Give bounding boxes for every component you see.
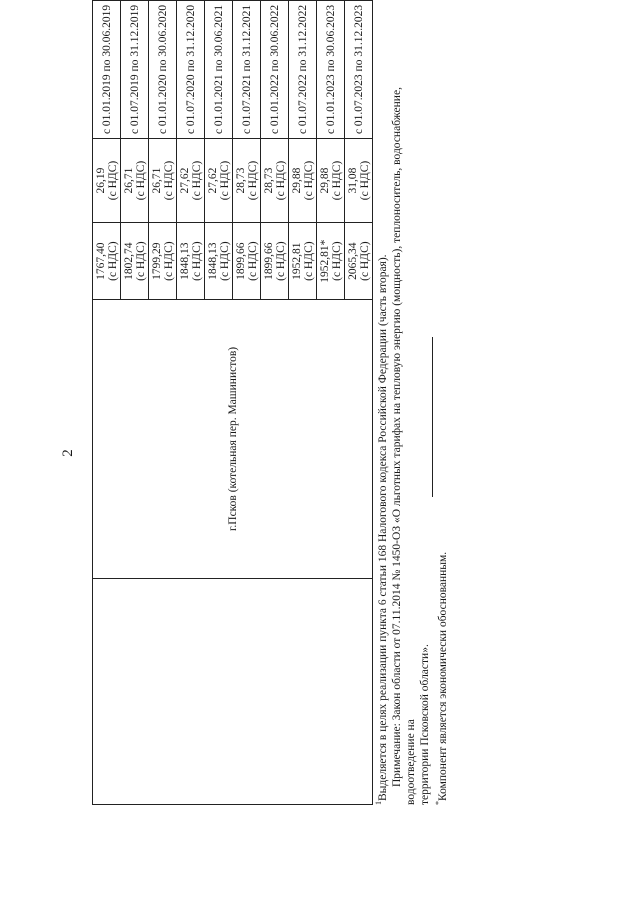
period-cell-value: с 01.01.2022 по 30.06.2022 bbox=[268, 4, 281, 135]
vat-value-cell-value: 28,73 bbox=[262, 167, 275, 194]
period-cell-value: с 01.07.2021 по 31.12.2021 bbox=[240, 4, 253, 135]
page-number: 2 bbox=[60, 449, 76, 457]
period-cell-value: с 01.07.2020 по 31.12.2020 bbox=[184, 4, 197, 135]
tariff-table bbox=[92, 0, 373, 805]
tariff-value-cell-note: (с НДС) bbox=[246, 241, 259, 281]
vat-value-cell-note: (с НДС) bbox=[358, 160, 371, 201]
vat-value-cell bbox=[93, 138, 121, 222]
period-cell bbox=[177, 1, 205, 139]
vat-value-cell bbox=[317, 138, 345, 222]
tariff-value-cell bbox=[261, 223, 289, 300]
vat-value-cell-value: 28,73 bbox=[234, 167, 247, 194]
tariff-value-cell-note: (с НДС) bbox=[302, 241, 315, 281]
period-cell-value: с 01.01.2023 по 30.06.2023 bbox=[324, 4, 337, 135]
tariff-value-cell-note: (с НДС) bbox=[274, 241, 287, 281]
vat-value-cell-note: (с НДС) bbox=[190, 160, 203, 201]
vat-value-cell bbox=[261, 138, 289, 222]
tariff-table-body bbox=[93, 1, 373, 805]
asterisk-note bbox=[432, 15, 450, 805]
vat-value-cell-note: (с НДС) bbox=[106, 160, 119, 201]
vat-value-cell-value: 27,62 bbox=[206, 167, 219, 194]
period-cell bbox=[205, 1, 233, 139]
tariff-value-cell bbox=[177, 223, 205, 300]
vat-value-cell-note: (с НДС) bbox=[330, 160, 343, 201]
blank-cell bbox=[93, 578, 373, 804]
vat-value-cell-value: 26,71 bbox=[122, 167, 135, 194]
vat-value-cell bbox=[205, 138, 233, 222]
tariff-value-cell-value: 1799,29 bbox=[150, 242, 163, 280]
tariff-value-cell bbox=[149, 223, 177, 300]
period-cell-value: с 01.07.2023 по 31.12.2023 bbox=[352, 4, 365, 135]
footnote bbox=[372, 15, 390, 805]
tariff-value-cell-value: 1899,66 bbox=[262, 242, 275, 280]
tariff-value-cell-value: 1899,66 bbox=[234, 242, 247, 280]
vat-value-cell-note: (с НДС) bbox=[302, 160, 315, 201]
vat-value-cell-note: (с НДС) bbox=[246, 160, 259, 201]
vat-value-cell bbox=[177, 138, 205, 222]
period-cell bbox=[289, 1, 317, 139]
signature-line bbox=[432, 337, 433, 497]
notes-block bbox=[372, 15, 450, 805]
tariff-value-cell-value: 1952,81* bbox=[318, 239, 331, 283]
period-cell-value: с 01.01.2019 по 30.06.2019 bbox=[100, 4, 113, 135]
tariff-value-cell-value: 1802,74 bbox=[122, 242, 135, 280]
tariff-value-cell bbox=[233, 223, 261, 300]
period-cell bbox=[345, 1, 373, 139]
period-cell bbox=[261, 1, 289, 139]
remark-line-1: Примечание: Закон области от 07.11.2014 № 1450-ОЗ «О льготных тарифах на тепловую энергию (мощность), теплоноситель, водоснабжение, водоотведение на bbox=[390, 87, 417, 805]
tariff-value-cell-value: 1767,40 bbox=[94, 242, 107, 280]
footnote-marker: 1 bbox=[374, 801, 383, 805]
tariff-value-cell bbox=[289, 223, 317, 300]
vat-value-cell-value: 29,88 bbox=[290, 167, 303, 194]
vat-value-cell-value: 31,08 bbox=[346, 167, 359, 194]
vat-value-cell-value: 27,62 bbox=[178, 167, 191, 194]
vat-value-cell bbox=[149, 138, 177, 222]
tariff-value-cell-value: 1952,81 bbox=[290, 242, 303, 280]
tariff-value-cell-note: (с НДС) bbox=[106, 241, 119, 281]
vat-value-cell bbox=[289, 138, 317, 222]
remark-line-2: территории Псковской области». bbox=[418, 644, 431, 805]
footnote-text: Выделяется в целях реализации пункта 6 статьи 168 Налогового кодекса Российской Федерации (часть вторая). bbox=[376, 254, 389, 801]
period-cell bbox=[93, 1, 121, 139]
period-cell-value: с 01.01.2021 по 30.06.2021 bbox=[212, 4, 225, 135]
vat-value-cell-value: 26,19 bbox=[94, 167, 107, 194]
tariff-value-cell bbox=[121, 223, 149, 300]
tariff-value-cell-note: (с НДС) bbox=[330, 241, 343, 281]
vat-value-cell-note: (с НДС) bbox=[274, 160, 287, 201]
period-cell bbox=[233, 1, 261, 139]
vat-value-cell-note: (с НДС) bbox=[162, 160, 175, 201]
vat-value-cell-value: 26,71 bbox=[150, 167, 163, 194]
tariff-value-cell-value: 2065,34 bbox=[346, 242, 359, 280]
vat-value-cell-note: (с НДС) bbox=[134, 160, 147, 201]
period-cell bbox=[317, 1, 345, 139]
period-cell-value: с 01.07.2022 по 31.12.2022 bbox=[296, 4, 309, 135]
vat-value-cell-note: (с НДС) bbox=[218, 160, 231, 201]
tariff-value-cell bbox=[205, 223, 233, 300]
period-cell bbox=[149, 1, 177, 139]
tariff-value-cell-note: (с НДС) bbox=[162, 241, 175, 281]
tariff-value-cell-note: (с НДС) bbox=[134, 241, 147, 281]
tariff-value-cell-note: (с НДС) bbox=[218, 241, 231, 281]
period-cell-value: с 01.01.2020 по 30.06.2020 bbox=[156, 4, 169, 135]
tariff-value-cell bbox=[345, 223, 373, 300]
vat-value-cell bbox=[121, 138, 149, 222]
tariff-value-cell-note: (с НДС) bbox=[358, 241, 371, 281]
vat-value-cell bbox=[345, 138, 373, 222]
period-cell bbox=[121, 1, 149, 139]
tariff-value-cell bbox=[317, 223, 345, 300]
tariff-value-cell-note: (с НДС) bbox=[190, 241, 203, 281]
vat-value-cell-value: 29,88 bbox=[318, 167, 331, 194]
location-cell: г.Псков (котельная пер. Машинистов) bbox=[93, 300, 373, 578]
asterisk-note-text: Компонент является экономически обоснованным. bbox=[436, 551, 449, 801]
asterisk-marker: * bbox=[433, 801, 443, 805]
tariff-value-cell bbox=[93, 223, 121, 300]
table-row bbox=[93, 1, 121, 805]
tariff-value-cell-value: 1848,13 bbox=[178, 242, 191, 280]
tariff-value-cell-value: 1848,13 bbox=[206, 242, 219, 280]
period-cell-value: с 01.07.2019 по 31.12.2019 bbox=[128, 4, 141, 135]
vat-value-cell bbox=[233, 138, 261, 222]
